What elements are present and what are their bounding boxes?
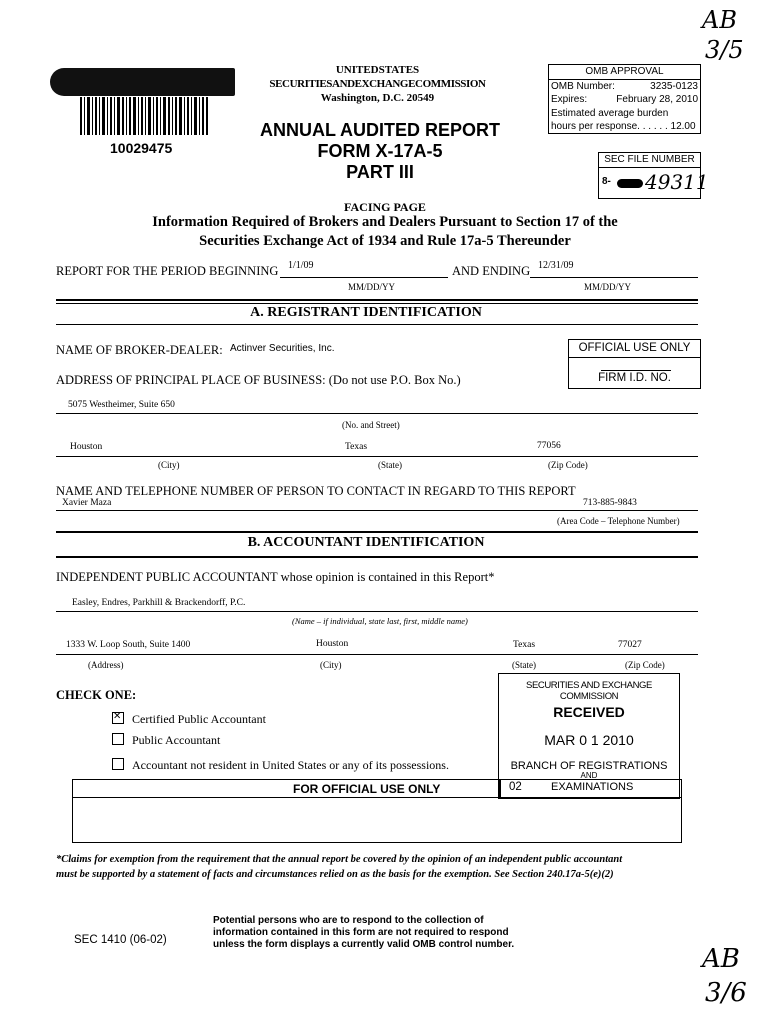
facing-line1: Information Required of Brokers and Dealers Pursuant to Section 17 of the — [152, 214, 618, 230]
omb-number-row — [549, 80, 700, 94]
section-a-rule-bottom — [56, 324, 698, 325]
period-begin-line — [280, 277, 448, 278]
official-box-vdivider — [499, 780, 501, 797]
public-accountant-checkbox[interactable] — [112, 733, 124, 745]
broker-dealer-label: NAME OF BROKER-DEALER: — [56, 343, 223, 357]
omb-approval-box — [548, 64, 701, 134]
omb-expires-row — [549, 93, 700, 107]
omb-expires-value: February 28, 2010 — [616, 94, 698, 105]
period-begin-value[interactable]: 1/1/09 — [288, 260, 314, 271]
cpa-checkbox[interactable] — [112, 712, 124, 724]
form-number: SEC 1410 (06-02) — [74, 934, 167, 946]
check-one-label: CHECK ONE: — [56, 688, 137, 702]
period-end-label: AND ENDING — [452, 264, 531, 278]
agency-line3: Washington, D.C. 20549 — [320, 92, 435, 104]
accountant-address[interactable]: 1333 W. Loop South, Suite 1400 — [66, 640, 191, 650]
state-caption: (State) — [378, 460, 402, 470]
not-resident-label: Accountant not resident in United States or any of its possessions. — [132, 758, 449, 772]
accountant-line — [56, 611, 698, 612]
agency-line2: SECURITIESANDEXCHANGECOMMISSION — [269, 78, 486, 90]
stamp-received: RECEIVED — [553, 704, 625, 720]
official-use-box — [568, 339, 701, 389]
section-a-heading: A. REGISTRANT IDENTIFICATION — [250, 305, 482, 320]
period-begin-label: REPORT FOR THE PERIOD BEGINNING — [56, 264, 279, 278]
state-value[interactable]: Texas — [345, 442, 368, 452]
address-label: ADDRESS OF PRINCIPAL PLACE OF BUSINESS: (Do not use P.O. Box No.) — [56, 373, 461, 387]
section-b-heading: B. ACCOUNTANT IDENTIFICATION — [247, 535, 485, 550]
address-caption: (Address) — [88, 660, 124, 670]
section-a-rule-top2 — [56, 303, 698, 304]
accountant-value[interactable]: Easley, Endres, Parkhill & Brackendorff, P.C. — [72, 598, 246, 608]
street-caption: (No. and Street) — [342, 420, 400, 430]
form-title — [245, 120, 515, 183]
state-caption-b: (State) — [512, 660, 536, 670]
zip-caption: (Zip Code) — [548, 460, 588, 470]
period-begin-format: MM/DD/YY — [348, 282, 396, 292]
handwritten-date-bottom: 3/6 — [705, 978, 747, 1008]
cpa-label: Certified Public Accountant — [132, 712, 266, 726]
contact-name[interactable]: Xavier Maza — [62, 498, 112, 508]
footnote — [56, 852, 706, 882]
section-a-rule-top — [56, 299, 698, 301]
notice-line1: Potential persons who are to respond to the collection of — [213, 915, 484, 926]
name-caption: (Name – if individual, state last, first, middle name) — [292, 616, 468, 626]
agency-line1: UNITEDSTATES — [335, 64, 420, 76]
facing-line2: Securities Exchange Act of 1934 and Rule 17a-5 Thereunder — [199, 233, 571, 249]
zip-value[interactable]: 77056 — [537, 441, 561, 451]
redaction-mark — [617, 179, 643, 188]
phone-caption: (Area Code – Telephone Number) — [557, 516, 680, 526]
period-end-value[interactable]: 12/31/09 — [538, 260, 574, 271]
public-accountant-label: Public Accountant — [132, 733, 221, 747]
accountant-zip[interactable]: 77027 — [618, 640, 642, 650]
stamp-branch2: AND — [580, 771, 598, 780]
omb-burden-line1: Estimated average burden — [551, 107, 669, 119]
handwritten-initials-bottom: AB — [702, 944, 740, 974]
omb-number-label: OMB Number: — [551, 80, 615, 92]
stamp-date: MAR 0 1 2010 — [544, 732, 634, 748]
city-line — [56, 456, 698, 457]
omb-burden-line2: hours per response. . . . . . 12.00 — [551, 121, 696, 132]
firm-id-label: FIRM I.D. NO. — [598, 372, 671, 384]
section-b-rule-top — [56, 531, 698, 533]
notice-line3: unless the form displays a currently valid OMB control number. — [213, 939, 515, 950]
accountant-label: INDEPENDENT PUBLIC ACCOUNTANT whose opinion is contained in this Report* — [56, 570, 495, 584]
option-not-resident[interactable] — [112, 757, 449, 773]
redaction-bar — [50, 68, 235, 96]
official-use-label: OFFICIAL USE ONLY — [569, 340, 700, 358]
city-value[interactable]: Houston — [70, 442, 103, 452]
notice-line2: information contained in this form are not required to respond — [213, 927, 509, 938]
sec-file-header: SEC FILE NUMBER — [599, 153, 700, 168]
zip-caption-b: (Zip Code) — [625, 660, 665, 670]
omb-header: OMB APPROVAL — [549, 65, 700, 80]
period-end-format: MM/DD/YY — [584, 282, 632, 292]
contact-phone[interactable]: 713-885-9843 — [583, 498, 637, 508]
for-official-use-box — [72, 779, 682, 843]
accountant-state[interactable]: Texas — [513, 640, 536, 650]
barcode — [80, 97, 210, 135]
footnote-line1: *Claims for exemption from the requirement that the annual report be covered by the opinion of an independent public accountant — [56, 854, 623, 865]
official-box-divider — [73, 797, 681, 798]
street-value[interactable]: 5075 Westheimer, Suite 650 — [68, 400, 175, 410]
sec-file-prefix: 8- — [602, 176, 611, 187]
for-official-use-label: FOR OFFICIAL USE ONLY — [293, 782, 441, 796]
street-line — [56, 413, 698, 414]
omb-notice — [213, 915, 514, 951]
stamp-branch3: EXAMINATIONS — [551, 781, 634, 793]
firm-id-line — [601, 370, 671, 371]
omb-number-value: 3235-0123 — [650, 80, 698, 92]
stamp-agency: SECURITIES AND EXCHANGE COMMISSION — [526, 680, 652, 702]
sec-file-box — [598, 152, 709, 199]
agency-header — [245, 63, 510, 105]
period-end-line — [530, 277, 698, 278]
not-resident-checkbox[interactable] — [112, 758, 124, 770]
facing-page-label: FACING PAGE — [344, 200, 426, 214]
stamp-branch1: BRANCH OF REGISTRATIONS — [510, 760, 668, 772]
broker-dealer-value[interactable]: Actinver Securities, Inc. — [230, 343, 335, 354]
title-line2: FORM X-17A-5 — [317, 141, 443, 161]
omb-expires-label: Expires: — [551, 94, 588, 105]
handwritten-date-top: 3/5 — [705, 36, 744, 64]
stamp-code: 02 — [509, 781, 522, 793]
footnote-line2: must be supported by a statement of facts and circumstances relied on as the basis for the exemption. See Section 240.17a-5(e)(2) — [56, 869, 614, 880]
section-b-rule-bottom — [56, 556, 698, 558]
contact-line — [56, 510, 698, 511]
sec-file-number: 49311 — [645, 170, 709, 194]
city-caption: (City) — [158, 460, 180, 470]
accountant-address-line — [56, 654, 698, 655]
city-caption-b: (City) — [320, 660, 342, 670]
option-cpa[interactable] — [112, 711, 266, 727]
handwritten-initials-top: AB — [702, 6, 737, 34]
title-line3: PART III — [346, 162, 414, 182]
title-line1: ANNUAL AUDITED REPORT — [259, 120, 500, 140]
contact-label: NAME AND TELEPHONE NUMBER OF PERSON TO CONTACT IN REGARD TO THIS REPORT — [56, 484, 576, 498]
accountant-city[interactable]: Houston — [316, 639, 349, 649]
option-public-accountant[interactable] — [112, 732, 220, 748]
barcode-number: 10029475 — [110, 140, 173, 156]
